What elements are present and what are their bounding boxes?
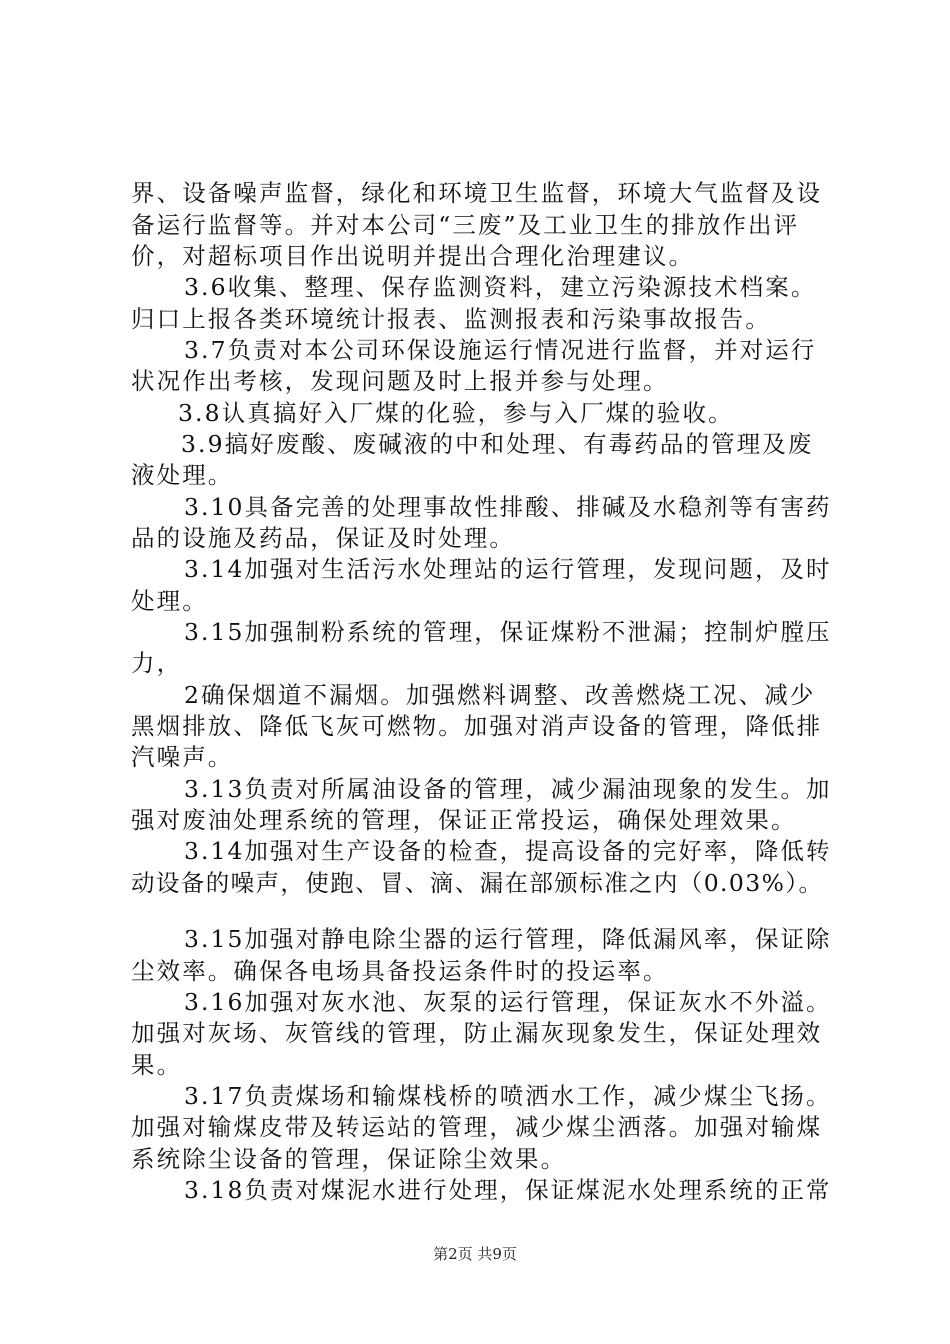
text-line: 动设备的噪声，使跑、冒、滴、漏在部颁标准之内（0.03%）。 (131, 869, 824, 897)
text-line: 品的设施及药品，保证及时处理。 (131, 524, 515, 552)
text-line: 3.18负责对煤泥水进行处理，保证煤泥水处理系统的正常 (184, 1176, 832, 1204)
text-line: 3.17负责煤场和输煤栈桥的喷洒水工作，减少煤尘飞扬。 (184, 1082, 832, 1110)
text-line: 备运行监督等。并对本公司“三废”及工业卫生的排放作出评 (131, 211, 800, 239)
text-line: 加强对灰场、灰管线的管理，防止漏灰现象发生，保证处理效 (131, 1019, 823, 1047)
text-line: 黑烟排放、降低飞灰可燃物。加强对消声设备的管理，降低排 (131, 712, 823, 740)
text-line: 3.14加强对生产设备的检查，提高设备的完好率，降低转 (184, 837, 832, 865)
text-line: 价，对超标项目作出说明并提出合理化治理建议。 (131, 242, 695, 270)
text-line: 系统除尘设备的管理，保证除尘效果。 (131, 1145, 567, 1173)
text-line: 3.6收集、整理、保存监测资料，建立污染源技术档案。 (184, 273, 817, 301)
text-line: 界、设备噪声监督，绿化和环境卫生监督，环境大气监督及设 (131, 179, 823, 207)
text-line: 归口上报各类环境统计报表、监测报表和污染事故报告。 (131, 305, 771, 333)
text-line: 3.15加强制粉系统的管理，保证煤粉不泄漏；控制炉膛压 (184, 618, 832, 646)
text-line: 2确保烟道不漏烟。加强燃料调整、改善燃烧工况、减少 (184, 681, 816, 709)
text-line: 3.8认真搞好入厂煤的化验，参与入厂煤的验收。 (178, 399, 734, 427)
text-line: 3.14加强对生活污水处理站的运行管理，发现问题，及时 (184, 555, 832, 583)
text-line: 处理。 (131, 587, 208, 615)
text-line: 加强对输煤皮带及转运站的管理，减少煤尘洒落。加强对输煤 (131, 1113, 823, 1141)
text-line: 果。 (131, 1051, 183, 1079)
text-line: 汽噪声。 (131, 743, 234, 771)
text-line: 3.15加强对静电除尘器的运行管理，降低漏风率，保证除 (184, 925, 832, 953)
text-line: 3.13负责对所属油设备的管理，减少漏油现象的发生。加 (184, 775, 832, 803)
text-line: 力， (131, 649, 183, 677)
text-line: 3.10具备完善的处理事故性排酸、排碱及水稳剂等有害药 (184, 493, 832, 521)
text-line: 3.9搞好废酸、废碱液的中和处理、有毒药品的管理及废 (181, 430, 814, 458)
text-line: 尘效率。确保各电场具备投运条件时的投运率。 (131, 957, 669, 985)
text-line: 状况作出考核，发现问题及时上报并参与处理。 (131, 367, 669, 395)
text-line: 3.16加强对灰水池、灰泵的运行管理，保证灰水不外溢。 (184, 988, 832, 1016)
page-number-footer: 第2页 共9页 (433, 1245, 517, 1263)
text-line: 3.7负责对本公司环保设施运行情况进行监督，并对运行 (184, 336, 817, 364)
text-line: 强对废油处理系统的管理，保证正常投运，确保处理效果。 (131, 806, 797, 834)
text-line: 液处理。 (131, 461, 234, 489)
